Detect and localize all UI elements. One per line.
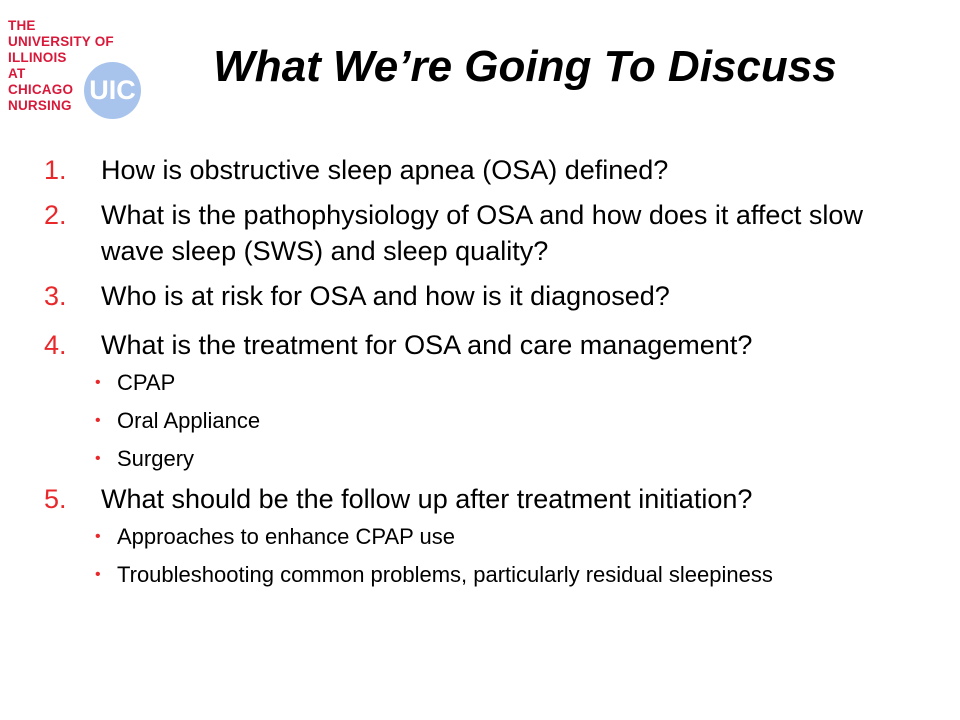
item-text: How is obstructive sleep apnea (OSA) defined? (101, 155, 669, 185)
sub-item: • Surgery (73, 443, 924, 474)
item-text: What should be the follow up after treatment initiation? (101, 484, 753, 514)
item-number: 1. (44, 155, 67, 185)
bullet-icon: • (95, 450, 101, 467)
sub-list (44, 367, 924, 474)
item-number: 4. (44, 330, 67, 360)
logo-line: NURSING (8, 98, 72, 113)
list-item-1 (44, 152, 924, 188)
item-number: 5. (44, 484, 67, 514)
uic-mark-text: UIC (89, 75, 136, 105)
bullet-icon: • (95, 566, 101, 583)
item-number: 2. (44, 200, 67, 230)
bullet-icon: • (95, 412, 101, 429)
uic-circle-mark (84, 62, 141, 119)
slide-title: What We’re Going To Discuss (213, 42, 837, 91)
sub-item: • Troubleshooting common problems, particularly residual sleepiness (73, 559, 924, 590)
list-item-3 (44, 278, 924, 314)
sub-list (44, 521, 924, 590)
logo-line: ILLINOIS (8, 50, 67, 65)
logo-line: UNIVERSITY OF (8, 34, 114, 49)
item-text: What is the treatment for OSA and care management? (101, 330, 753, 360)
list-item-2 (44, 197, 924, 269)
sub-item: • Oral Appliance (73, 405, 924, 436)
bullet-icon: • (95, 374, 101, 391)
list-item-5 (44, 481, 924, 590)
sub-item: • CPAP (73, 367, 924, 398)
logo-line: CHICAGO (8, 82, 74, 97)
item-number: 3. (44, 281, 67, 311)
logo-line: THE (8, 18, 36, 33)
sub-item: • Approaches to enhance CPAP use (73, 521, 924, 552)
discussion-list (44, 152, 924, 597)
item-text: Who is at risk for OSA and how is it diagnosed? (101, 281, 670, 311)
bullet-icon: • (95, 528, 101, 545)
uic-nursing-logo (8, 18, 148, 128)
item-text: What is the pathophysiology of OSA and how does it affect slow wave sleep (SWS) and sleep quality? (101, 200, 863, 266)
list-item-4 (44, 327, 924, 474)
logo-line: AT (8, 66, 26, 81)
